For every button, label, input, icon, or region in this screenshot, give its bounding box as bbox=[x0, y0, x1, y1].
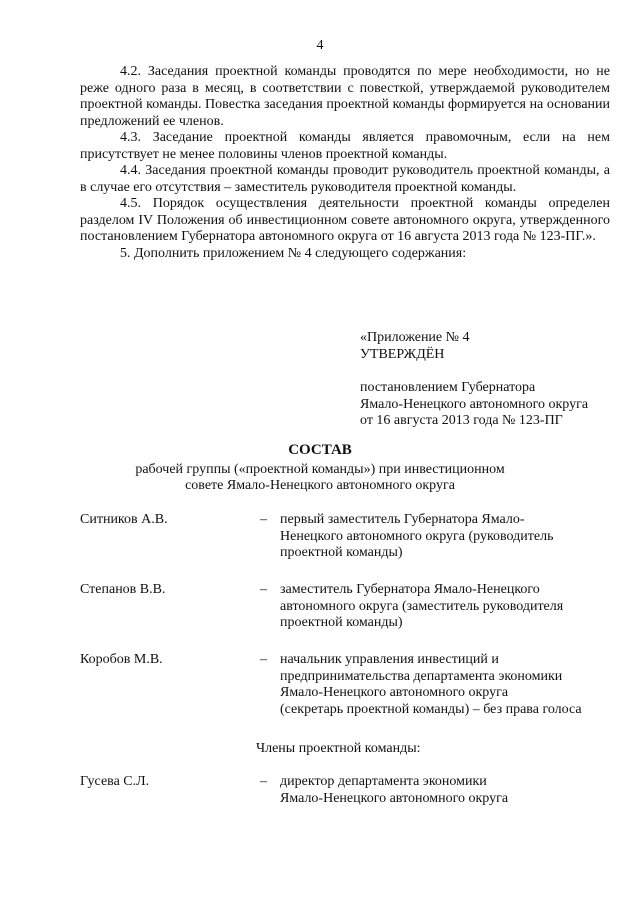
text-line: руководителем проектной команды. Повестка заседания проектной команды bbox=[80, 80, 610, 112]
approval-date: от 16 августа 2013 года № 123-ПГ bbox=[360, 413, 563, 428]
paragraph-4-2 bbox=[80, 64, 610, 130]
text-line: 2013 года № 123-ПГ.». bbox=[462, 229, 596, 244]
text-line: 4.5. Порядок осуществления деятельности проектной команды определен bbox=[120, 196, 610, 211]
member-name: Коробов М.В. bbox=[80, 652, 163, 667]
paragraph-5 bbox=[80, 246, 610, 263]
approval-line: Ямало-Ненецкого автономного округа bbox=[360, 396, 589, 412]
appendix-approval-block bbox=[360, 330, 620, 430]
text-line: утвержденного постановлением Губернатора автономного округа от 16 августа bbox=[80, 212, 610, 244]
role-line: (секретарь проектной команды) – без права голоса bbox=[280, 701, 582, 717]
member-dash: – bbox=[260, 652, 267, 667]
text-line: присутствует не менее половины членов проектной команды. bbox=[80, 146, 448, 162]
member-role bbox=[280, 652, 620, 718]
role-line: предпринимательства департамента экономики bbox=[280, 668, 563, 684]
members-label: Члены проектной команды: bbox=[256, 741, 421, 756]
role-line: Ямало-Ненецкого автономного округа bbox=[280, 790, 509, 806]
approval-line: постановлением Губернатора bbox=[360, 380, 536, 395]
composition-subtitle: рабочей группы («проектной команды») при инвестиционном bbox=[135, 461, 505, 477]
role-line: первый заместитель Губернатора Ямало- bbox=[280, 512, 525, 527]
text-line: команды. bbox=[460, 179, 517, 195]
member-name: Степанов В.В. bbox=[80, 582, 166, 597]
member-name: Ситников А.В. bbox=[80, 512, 168, 527]
text-line: команды, а в случае его отсутствия – заместитель руководителя проектной bbox=[80, 163, 611, 195]
text-line: 4.2. Заседания проектной команды проводятся по мере необходимости, но bbox=[120, 64, 590, 79]
appendix-number: «Приложение № 4 bbox=[360, 330, 470, 345]
member-dash: – bbox=[260, 774, 267, 789]
composition-heading bbox=[0, 442, 640, 495]
approved-label: УТВЕРЖДЁН bbox=[360, 346, 445, 362]
member-dash: – bbox=[260, 512, 267, 527]
text-line: 5. Дополнить приложением № 4 следующего содержания: bbox=[120, 245, 467, 261]
role-line: автономного округа (заместитель руководителя bbox=[280, 598, 564, 614]
role-line: проектной команды) bbox=[280, 545, 403, 560]
text-line: не реже одного раза в месяц, в соответствии с повесткой, утверждаемой bbox=[80, 64, 610, 96]
composition-title: СОСТАВ bbox=[288, 442, 352, 458]
member-role bbox=[280, 582, 620, 632]
page-number: 4 bbox=[316, 38, 324, 53]
composition-subtitle: совете Ямало-Ненецкого автономного округа bbox=[185, 478, 455, 493]
member-dash: – bbox=[260, 582, 267, 597]
role-line: начальник управления инвестиций и bbox=[280, 652, 499, 667]
role-line: Ненецкого автономного округа (руководитель bbox=[280, 528, 554, 544]
role-line: проектной команды) bbox=[280, 615, 403, 630]
role-line: Ямало-Ненецкого автономного округа bbox=[280, 685, 509, 700]
paragraph-4-3 bbox=[80, 130, 610, 163]
paragraph-4-4 bbox=[80, 163, 610, 196]
member-name: Гусева С.Л. bbox=[80, 774, 150, 789]
body-text bbox=[80, 64, 610, 262]
paragraph-4-5 bbox=[80, 196, 610, 246]
member-role bbox=[280, 774, 620, 807]
text-line: 4.3. Заседание проектной команды является правомочным, если на нем bbox=[120, 130, 610, 145]
member-role bbox=[280, 512, 620, 562]
role-line: заместитель Губернатора Ямало-Ненецкого bbox=[280, 582, 540, 597]
role-line: директор департамента экономики bbox=[280, 774, 487, 789]
text-line: разделом IV Положения об инвестиционном совете автономного округа, bbox=[80, 212, 516, 228]
text-line: формируется на основании предложений ее членов. bbox=[80, 97, 611, 129]
text-line: 4.4. Заседания проектной команды проводит руководитель проектной bbox=[120, 163, 540, 178]
